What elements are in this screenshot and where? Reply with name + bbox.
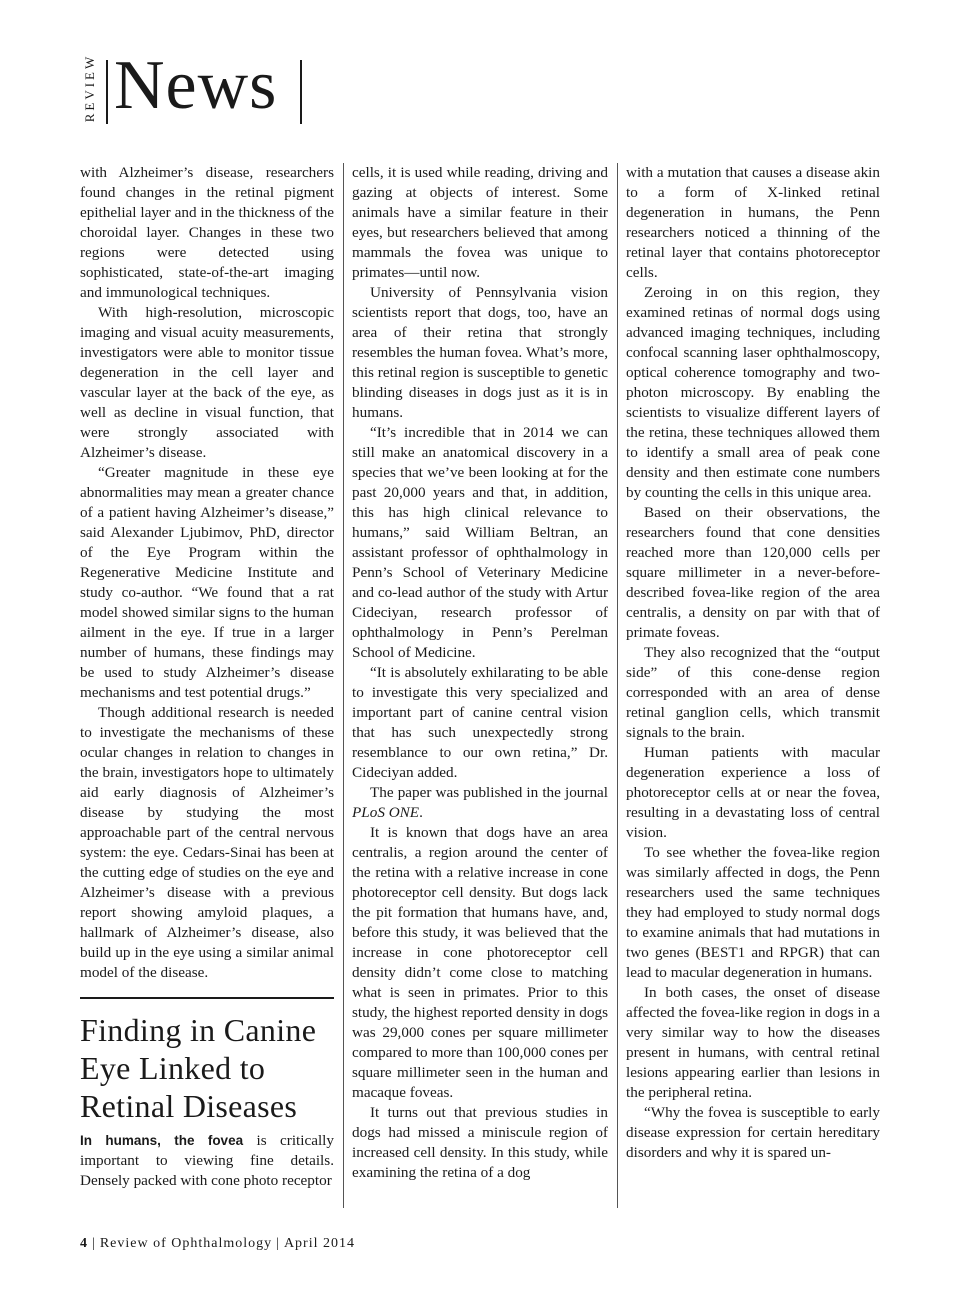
section-title: News [114,47,278,124]
paragraph: Based on their observations, the researchers found that cone densities reached more than 120,000 cells per square millimeter in a never-before-described fovea-like region of the area centralis, a density on par with that of primate foveas. [626,504,880,641]
footer-separator: | [92,1236,96,1251]
paragraph-text: . [419,804,423,821]
paragraph: Though additional research is needed to investigate the mechanisms of these ocular changes in relation to changes in the brain, investigators hope to ultimately aid early diagnosis of Alzheimer’s disease by studying the most approachable part of the central nervous system: the eye. Cedars-Sinai has been at the cutting edge of studies on the eye and Alzheimer’s disease with a previous report showing amyloid plaques, a hallmark of Alzheimer’s disease, also build up in the eye using a similar animal model of the disease. [80,704,334,981]
paragraph: They also recognized that the “output side” of this cone-dense region corresponded with an area of dense retinal ganglion cells, which transmit signals to the brain. [626,644,880,741]
masthead-rule-left [106,60,108,124]
article-divider [80,997,334,999]
masthead-rule-right [300,60,302,124]
paragraph-text: The paper was published in the journal [370,784,608,801]
column-3 [626,163,880,1208]
paragraph: Zeroing in on this region, they examined retinas of normal dogs using advanced imaging techniques, including confocal scanning laser ophthalmoscopy, optical coherence tomography and two-photon microscopy. By enabling the scientists to visualize different layers of the retina, these techniques allowed them to identify a small area of peak cone density and then estimate cone numbers by counting the cells in this unique area. [626,284,880,501]
column-1 [80,163,334,1191]
paragraph: With high-resolution, microscopic imaging and visual acuity measurements, investigators were able to monitor tissue degeneration in the cell layer and vascular layer at the back of the eye, as well as decline in visual function, that were strongly associated with Alzheimer’s disease. [80,304,334,461]
paragraph: To see whether the fovea-like region was similarly affected in dogs, the Penn researchers used the same techniques they had employed to study normal dogs to examine animals that had mutations in two genes (BEST1 and RPGR) that can lead to macular degeneration in humans. [626,844,880,981]
paragraph: “It’s incredible that in 2014 we can still make an anatomical discovery in a species that we’ve been looking at for the past 20,000 years and that, in addition, this has high clinical relevance to humans,” said William Beltran, an assistant professor of ophthalmology in Penn’s School of Veterinary Medicine and co-lead author of the study with Artur Cideciyan, research professor of ophthalmology in Penn’s Perelman School of Medicine. [352,424,608,661]
page-number: 4 [80,1236,88,1251]
section-label: REVIEW [82,53,97,123]
section-label-wrap [80,53,100,126]
paragraph: “Greater magnitude in these eye abnormalities may mean a greater chance of a patient having Alzheimer’s disease,” said Alexander Ljubimov, PhD, director of the Eye Program within the Regenerative Medicine Institute and study co-author. “We found that a rat model showed similar signs to the human ailment in the eye. If true in a larger number of humans, these findings may be used to study Alzheimer’s disease mechanisms and test potential drugs.” [80,464,334,701]
publication-name: Review of Ophthalmology [99,1236,273,1251]
issue-date: April 2014 [283,1236,355,1251]
page-footer [80,1236,355,1252]
paragraph: In both cases, the onset of disease affected the fovea-like region in dogs in a very similar way to how the diseases present in humans, with central retinal lesions appearing earlier than lesions in the peripheral retina. [626,984,880,1101]
paragraph: University of Pennsylvania vision scientists report that dogs, too, have an area of their retina that strongly resembles the human fovea. What’s more, this retinal region is susceptible to genetic blinding diseases in dogs just as it is in humans. [352,284,608,421]
lede-paragraph [80,1131,334,1191]
paragraph: Human patients with macular degeneration experience a loss of photoreceptor cells at or near the fovea, resulting in a devastating loss of central vision. [626,744,880,841]
paragraph: with a mutation that causes a disease akin to a form of X-linked retinal degeneration in humans, the Penn researchers noticed a thinning of the retinal layer that contains photoreceptor cells. [626,164,880,281]
article-headline: Finding in Canine Eye Linked to Retinal Diseases [80,1012,317,1124]
column-2 [352,163,608,1208]
paragraph: It turns out that previous studies in dogs had missed a miniscule region of increased cell density. In this study, while examining the retina of a dog [352,1104,608,1181]
paragraph: It is known that dogs have an area centralis, a region around the center of the retina with a relative increase in cone photoreceptor cell density. But dogs lack the pit formation that humans have, and, before this study, it was believed that the increase in cone photoreceptor cell density didn’t come close to matching what is seen in primates. Prior to this study, the highest reported density in dogs was 29,000 cones per square millimeter compared to more than 100,000 cones per square millimeter seen in the human and macaque foveas. [352,824,608,1101]
paragraph: cells, it is used while reading, driving and gazing at objects of interest. Some animals have a similar feature in their eyes, but researchers believed that among mammals the fovea was unique to primates—until now. [352,164,608,281]
column-divider [617,163,618,1208]
paragraph [352,783,608,823]
paragraph: “Why the fovea is susceptible to early disease expression for certain hereditary disorders and why it is spared un- [626,1104,880,1161]
paragraph: with Alzheimer’s disease, researchers found changes in the retinal pigment epithelial layer and in the thickness of the choroidal layer. Changes in these two regions were detected using sophisticated, state-of-the-art imaging and immunological techniques. [80,164,334,301]
paragraph: “It is absolutely exhilarating to be able to investigate this very specialized and important part of canine central vision that has such unexpectedly strong resemblance to our own retina,” Dr. Cideciyan added. [352,664,608,781]
lede-bold: In humans, the fovea [80,1133,244,1148]
footer-separator: | [276,1236,280,1251]
journal-name: PLoS ONE [352,804,420,821]
column-divider [343,163,344,1208]
lede-text: is critically important to viewing fine details. Densely packed with cone photo receptor [80,1132,334,1189]
